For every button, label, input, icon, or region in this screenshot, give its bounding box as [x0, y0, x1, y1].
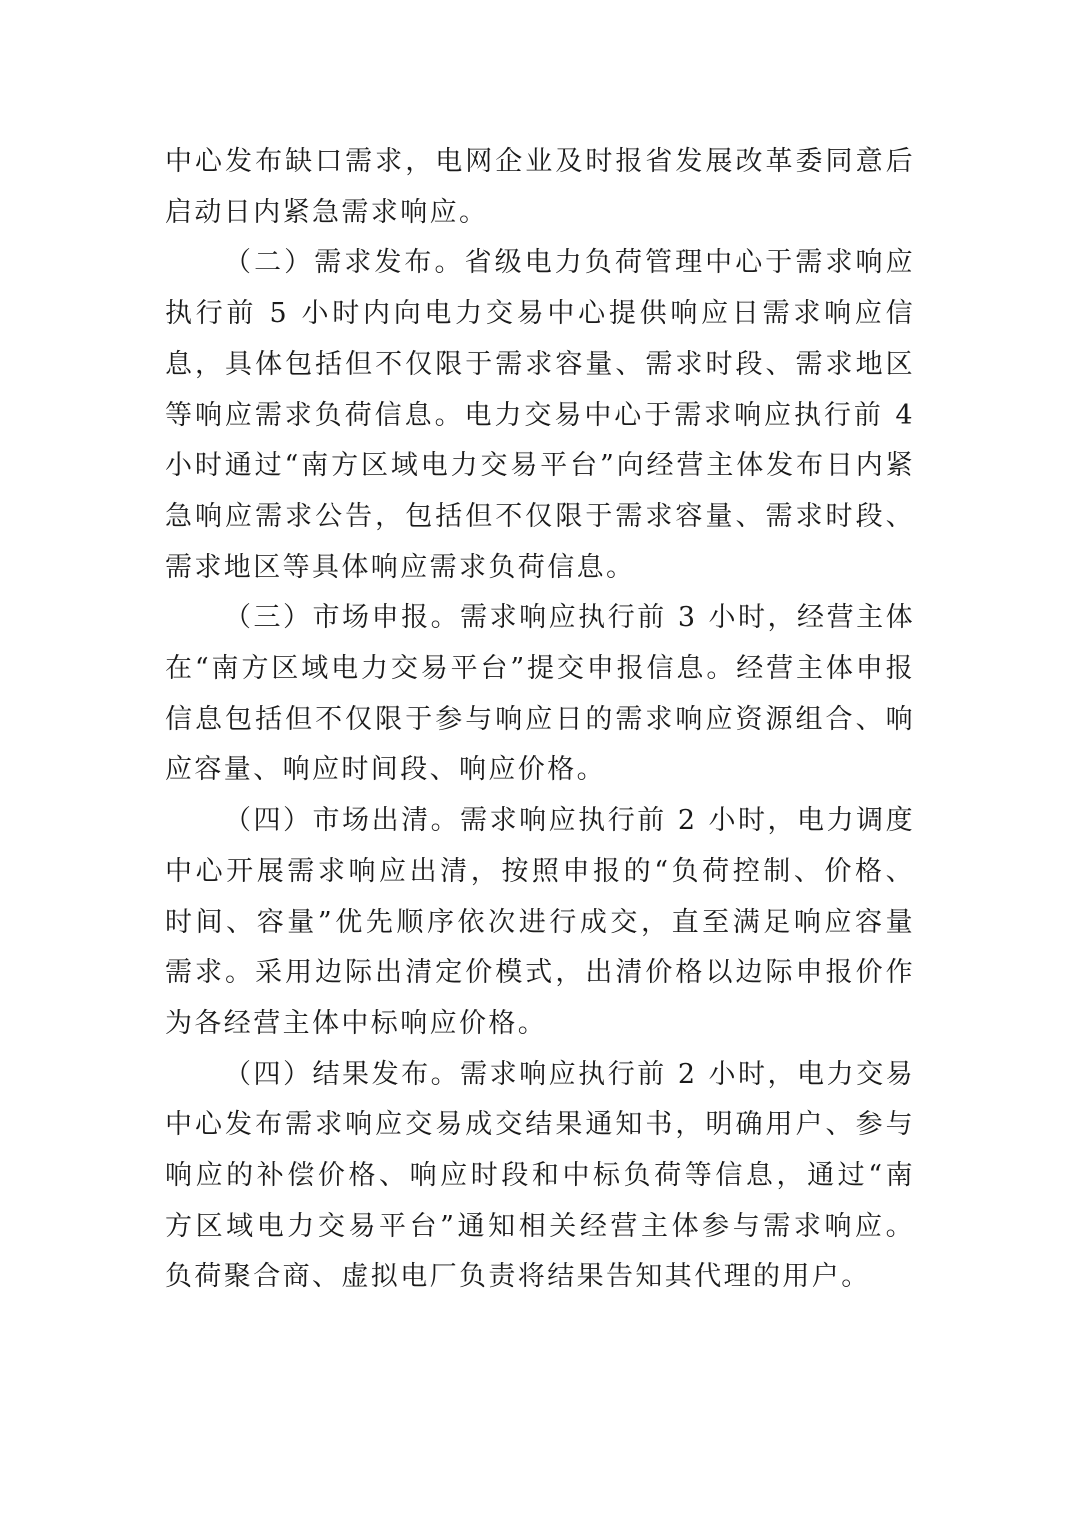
paragraph-demand-release: （二）需求发布。省级电力负荷管理中心于需求响应执行前 5 小时内向电力交易中心提供响应日需求响应信息，具体包括但不仅限于需求容量、需求时段、需求地区等响应需求负荷信息。电力交易中心于需求响应执行前 4 小时通过“南方区域电力交易平台”向经营主体发布日内紧急响应需求公告，包括但不仅限于需求容量、需求时段、需求地区等具体响应需求负荷信息。	[165, 247, 915, 583]
paragraph-market-declaration: （三）市场申报。需求响应执行前 3 小时，经营主体在“南方区域电力交易平台”提交申报信息。经营主体申报信息包括但不仅限于参与响应日的需求响应资源组合、响应容量、响应时间段、响应价格。	[165, 602, 915, 786]
paragraph-continuation: 中心发布缺口需求，电网企业及时报省发展改革委同意后启动日内紧急需求响应。	[165, 146, 915, 228]
document-body	[165, 137, 915, 1303]
paragraph-result-release: （四）结果发布。需求响应执行前 2 小时，电力交易中心发布需求响应交易成交结果通知书，明确用户、参与响应的补偿价格、响应时段和中标负荷等信息，通过“南方区域电力交易平台”通知相关经营主体参与需求响应。负荷聚合商、虚拟电厂负责将结果告知其代理的用户。	[165, 1058, 915, 1293]
paragraph-market-clearing: （四）市场出清。需求响应执行前 2 小时，电力调度中心开展需求响应出清，按照申报的“负荷控制、价格、时间、容量”优先顺序依次进行成交，直至满足响应容量需求。采用边际出清定价模式，出清价格以边际申报价作为各经营主体中标响应价格。	[165, 805, 915, 1039]
